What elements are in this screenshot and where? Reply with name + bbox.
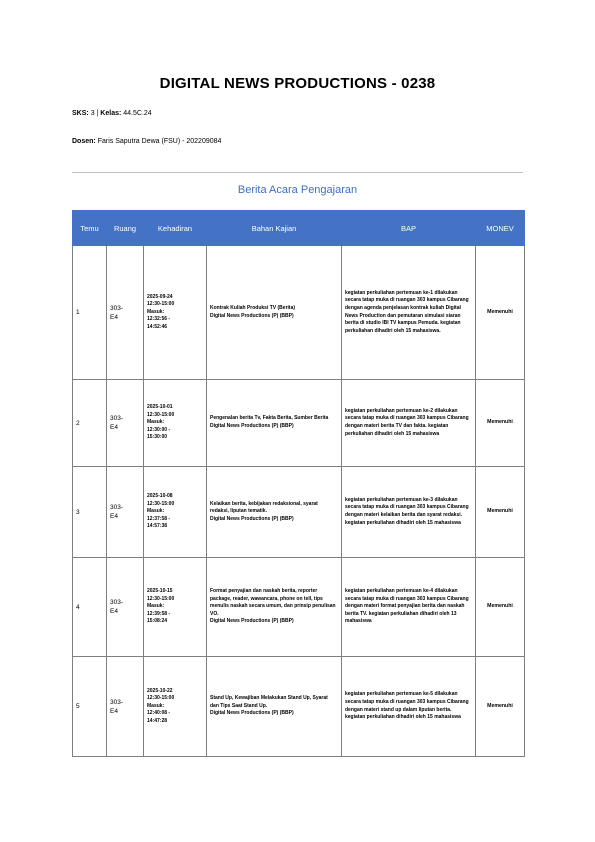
header-monev: MONEV (476, 211, 525, 246)
monev-cell: Memenuhi (476, 467, 525, 558)
sks-kelas-line (72, 110, 152, 117)
ruang-cell: 303- E4 (107, 467, 144, 558)
dosen-value: Faris Saputra Dewa (FSU) - 202209084 (97, 138, 222, 145)
bahan-kajian-cell: Format penyajian dan naskah berita, reporter package, reader, wawancara, phone on tell, tips menulis naskah secara umum, dan prinsip penulisan VO. Digital News Productions (P) (BBP) (207, 558, 342, 657)
ruang-cell: 303- E4 (107, 380, 144, 467)
ruang-cell: 303- E4 (107, 246, 144, 380)
bap-cell: kegiatan perkuliahan pertemuan ke-1 dilakukan secara tatap muka di ruangan 303 kampus Cibarang dengan agenda penjelasan kontrak kuliah Digital News Production dan pemutaran simulasi siaran berita di studio IBI TV kampus Pemuda. kegiatan perkuliahan dihadiri oleh 15 mahasiswa. (342, 246, 476, 380)
monev-cell: Memenuhi (476, 558, 525, 657)
header-ruang: Ruang (107, 211, 144, 246)
table-row (73, 467, 525, 558)
temu-cell: 5 (73, 657, 107, 757)
table-row (73, 380, 525, 467)
monev-cell: Memenuhi (476, 246, 525, 380)
header-temu: Temu (73, 211, 107, 246)
temu-cell: 4 (73, 558, 107, 657)
kelas-value: 44.5C.24 (123, 110, 152, 117)
temu-cell: 2 (73, 380, 107, 467)
bap-cell: kegiatan perkuliahan pertemuan ke-4 dilakukan secara tatap muka di ruangan 303 kampus Cibarang dengan materi format penyajian berita dan naskah berita TV. kegiatan perkuliahan dihadiri oleh 13 mahasiswa (342, 558, 476, 657)
dosen-line (72, 138, 221, 145)
kehadiran-cell: 2025-10-08 12:30-15:00 Masuk: 12:37:58 - 14:57:38 (144, 467, 207, 558)
sks-label: SKS: (72, 110, 89, 117)
bap-cell: kegiatan perkuliahan pertemuan ke-2 dilakukan secara tatap muka di ruangan 303 kampus Cibarang dengan materi berita TV dan fakta. kegiatan perkuliahan dihadiri oleh 15 mahasiswa (342, 380, 476, 467)
sks-value: 3 | (90, 110, 101, 117)
divider (72, 172, 523, 173)
bap-table (72, 210, 525, 757)
bahan-kajian-cell: Kontrak Kuliah Produksi TV (Berita) Digital News Productions (P) (BBP) (207, 246, 342, 380)
temu-cell: 3 (73, 467, 107, 558)
table-row (73, 246, 525, 380)
document-title: DIGITAL NEWS PRODUCTIONS - 0238 (159, 75, 436, 92)
table-row (73, 558, 525, 657)
dosen-label: Dosen: (72, 138, 96, 145)
bap-cell: kegiatan perkuliahan pertemuan ke-3 dilakukan secara tatap muka di ruangan 303 kampus Cibarang dengan materi kelaikan berita dan syarat redaksi. kegiatan perkuliahan dihadiri oleh 15 mahasiswa (342, 467, 476, 558)
kehadiran-cell: 2025-10-22 12:30-15:00 Masuk: 12:40:08 - 14:47:28 (144, 657, 207, 757)
header-kehadiran: Kehadiran (144, 211, 207, 246)
temu-cell: 1 (73, 246, 107, 380)
bahan-kajian-cell: Stand Up, Kewajiban Melakukan Stand Up, Syarat dan Tips Saat Stand Up. Digital News Productions (P) (BBP) (207, 657, 342, 757)
kehadiran-cell: 2025-10-01 12:30-15:00 Masuk: 12:30:00 - 15:30:00 (144, 380, 207, 467)
bap-cell: kegiatan perkuliahan pertemuan ke-5 dilakukan secara tatap muka di ruangan 303 kampus Cibarang dengan materi stand up dalam liputan berita. kegiatan perkuliahan dihadiri oleh 15 mahasiswa (342, 657, 476, 757)
header-bap: BAP (342, 211, 476, 246)
kelas-label: Kelas: (100, 110, 122, 117)
monev-cell: Memenuhi (476, 380, 525, 467)
monev-cell: Memenuhi (476, 657, 525, 757)
bahan-kajian-cell: Pengenalan berita Tv, Fakta Berita, Sumber Berita Digital News Productions (P) (BBP) (207, 380, 342, 467)
header-bahan-kajian: Bahan Kajian (207, 211, 342, 246)
kehadiran-cell: 2025-09-24 12:30-15:00 Masuk: 12:32:56 - 14:52:46 (144, 246, 207, 380)
kehadiran-cell: 2025-10-15 12:30-15:00 Masuk: 12:39:58 - 15:08:24 (144, 558, 207, 657)
table-header-row (73, 211, 525, 246)
bahan-kajian-cell: Kelaikan berita, kebijakan redaksional, syarat redaksi, liputan tematik. Digital News Productions (P) (BBP) (207, 467, 342, 558)
ruang-cell: 303- E4 (107, 558, 144, 657)
section-title: Berita Acara Pengajaran (237, 184, 358, 196)
table-row (73, 657, 525, 757)
ruang-cell: 303- E4 (107, 657, 144, 757)
